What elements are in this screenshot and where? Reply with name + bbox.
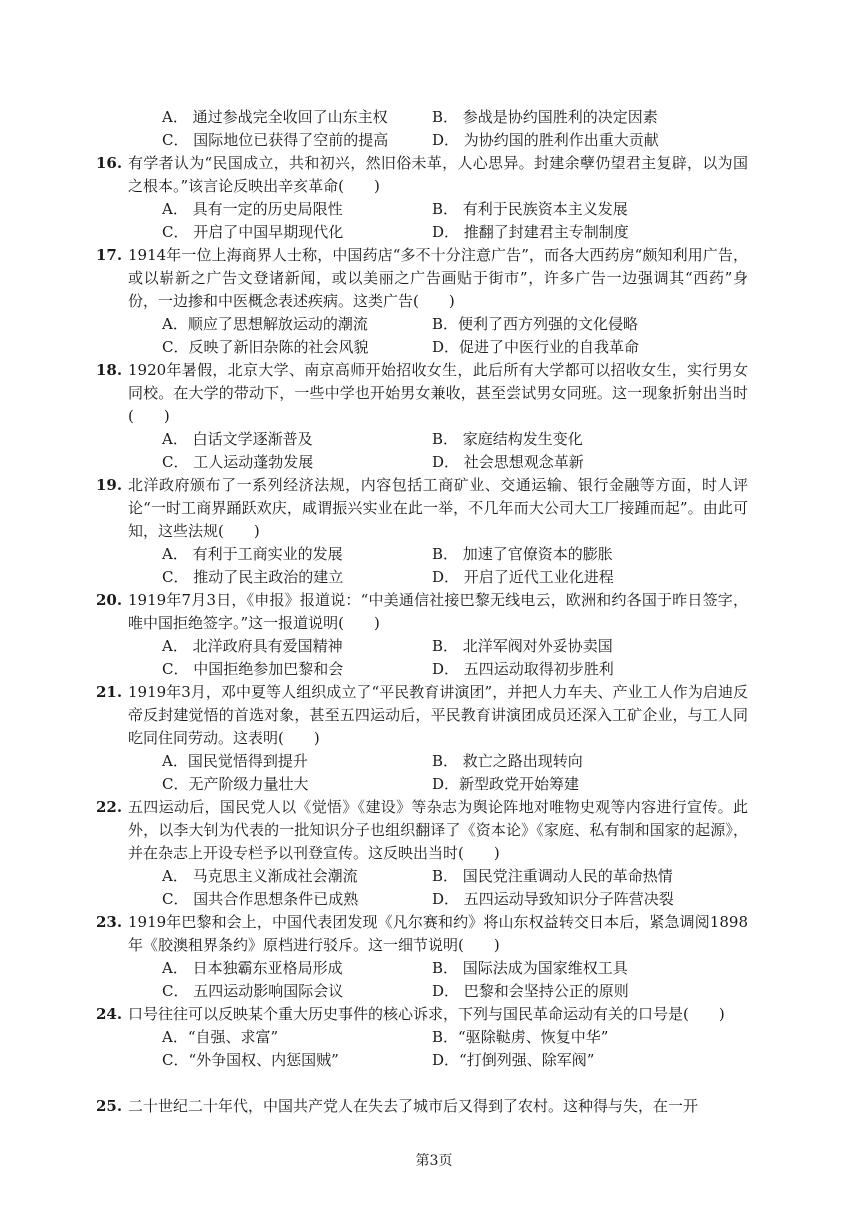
question-number: 17. [96,246,123,264]
option-d: D． 为协约国的胜利作出重大贡献 [432,131,659,149]
option-a: A． 日本独霸东亚格局形成 [162,959,343,977]
question-22 [96,796,748,911]
option-b: B．便利了西方列强的文化侵略 [432,315,639,333]
question-number: 24. [96,1005,123,1023]
option-b: B． 家庭结构发生变化 [432,430,583,448]
option-a: A． 有利于工商实业的发展 [162,545,343,563]
options-grid [162,957,748,1003]
option-a: A． 马克思主义渐成社会潮流 [162,867,358,885]
options-grid [162,313,748,359]
option-d: D． 五四运动导致知识分子阵营决裂 [432,890,674,908]
question-number: 19. [96,476,123,494]
question-number: 16. [96,154,123,172]
question-number: 18. [96,361,123,379]
options-grid [162,635,748,681]
options-grid [162,865,748,911]
question-16 [96,152,748,244]
option-d: D． 推翻了封建君主专制制度 [432,223,629,241]
options-grid [162,106,748,152]
options-grid [162,750,748,796]
option-a: A．国民觉悟得到提升 [162,752,308,770]
option-a: A． 北洋政府具有爱国精神 [162,637,343,655]
option-b: B． 有利于民族资本主义发展 [432,200,628,218]
option-c: C． 国际地位已获得了空前的提高 [162,131,389,149]
option-b: B． 北洋军阀对外妥协卖国 [432,637,613,655]
option-d: D．促进了中医行业的自我革命 [432,338,640,356]
option-c: C． 开启了中国早期现代化 [162,223,344,241]
option-c: C．无产阶级力量壮大 [162,775,309,793]
option-c: C． 五四运动影响国际会议 [162,982,344,1000]
option-a: A． 具有一定的历史局限性 [162,200,343,218]
question-stem: 1919年7月3日，《申报》报道说：“中美通信社接巴黎无线电云，欧洲和约各国于昨日签字，唯中国拒绝签字。”这一报道说明( ) [128,591,748,632]
question-23 [96,911,748,1003]
option-c: C．反映了新旧杂陈的社会风貌 [162,338,369,356]
option-c: C． 中国拒绝参加巴黎和会 [162,660,344,678]
question-25 [96,1095,748,1118]
question-24 [96,1003,748,1072]
question-number: 23. [96,913,123,931]
option-a: A．“自强、求富” [162,1028,279,1046]
option-b: B． 参战是协约国胜利的决定因素 [432,108,658,126]
option-a: A． 白话文学逐渐普及 [162,430,313,448]
option-c: C． 工人运动蓬勃发展 [162,453,314,471]
question-number: 22. [96,798,123,816]
option-d: D．“打倒列强、除军阀” [432,1051,595,1069]
question-stem: 口号往往可以反映某个重大历史事件的核心诉求，下列与国民革命运动有关的口号是( ) [128,1005,725,1023]
option-c: C．“外争国权、内惩国贼” [162,1051,339,1069]
option-d: D．新型政党开始筹建 [432,775,580,793]
question-17 [96,244,748,359]
question-stem: 北洋政府颁布了一系列经济法规，内容包括工商矿业、交通运输、银行金融等方面，时人评论“一时工商界踊跃欢庆，咸谓振兴实业在此一举，不几年而大公司大工厂接踵而起”。由此可知，这些法规( ) [128,476,748,540]
option-c: C． 国共合作思想条件已成熟 [162,890,359,908]
question-18 [96,359,748,474]
question-15-partial [128,106,748,152]
question-number: 21. [96,683,123,701]
option-b: B． 加速了官僚资本的膨胀 [432,545,613,563]
option-d: D． 社会思想观念革新 [432,453,584,471]
option-d: D． 巴黎和会坚持公正的原则 [432,982,629,1000]
question-stem: 1919年巴黎和会上，中国代表团发现《凡尔赛和约》将山东权益转交日本后，紧急调阅1898年《胶澳租界条约》原档进行驳斥。这一细节说明( ) [128,913,748,954]
option-b: B． 国际法成为国家维权工具 [432,959,628,977]
question-21 [96,681,748,796]
question-number: 25. [96,1097,123,1115]
option-d: D． 五四运动取得初步胜利 [432,660,614,678]
options-grid [162,428,748,474]
question-20 [96,589,748,681]
options-grid [162,1026,748,1072]
options-grid [162,543,748,589]
question-stem: 1920年暑假，北京大学、南京高师开始招收女生，此后所有大学都可以招收女生，实行男女同校。在大学的带动下，一些中学也开始男女兼收，甚至尝试男女同班。这一现象折射出当时( ) [128,361,748,425]
option-a: A． 通过参战完全收回了山东主权 [162,108,388,126]
question-stem: 1919年3月，邓中夏等人组织成立了“平民教育讲演团”，并把人力车夫、产业工人作为启迪反帝反封建觉悟的首选对象，甚至五四运动后，平民教育讲演团成员还深入工矿企业，与工人同吃同住同劳动。这表明( ) [128,683,748,747]
option-c: C． 推动了民主政治的建立 [162,568,344,586]
option-d: D． 开启了近代工业化进程 [432,568,614,586]
option-b: B． 国民党注重调动人民的革命热情 [432,867,673,885]
question-19 [96,474,748,589]
question-stem: 五四运动后，国民党人以《觉悟》《建设》等杂志为舆论阵地对唯物史观等内容进行宣传。此外，以李大钊为代表的一批知识分子也组织翻译了《资本论》《家庭、私有制和国家的起源》，并在杂志上开设专栏予以刊登宣传。这反映出当时( ) [128,798,748,862]
question-stem: 1914年一位上海商界人士称，中国药店“多不十分注意广告”，而各大西药房“颇知利用广告，或以崭新之广告文登诸新闻，或以美丽之广告画贴于街市”，许多广告一边强调其“西药”身份，一边掺和中医概念表述疾病。这类广告( ) [128,246,748,310]
page-number: 第3页 [415,1153,453,1169]
question-number: 20. [96,591,123,609]
option-b: B．“驱除鞑虏、恢复中华” [432,1028,609,1046]
options-grid [162,198,748,244]
option-a: A．顺应了思想解放运动的潮流 [162,315,368,333]
question-stem: 二十世纪二十年代，中国共产党人在失去了城市后又得到了农村。这种得与失，在一开 [128,1097,699,1115]
option-b: B． 救亡之路出现转向 [432,752,583,770]
question-stem: 有学者认为“民国成立，共和初兴，然旧俗未革，人心思异。封建余孽仍望君主复辟，以为国之根本。”该言论反映出辛亥革命( ) [128,154,748,195]
